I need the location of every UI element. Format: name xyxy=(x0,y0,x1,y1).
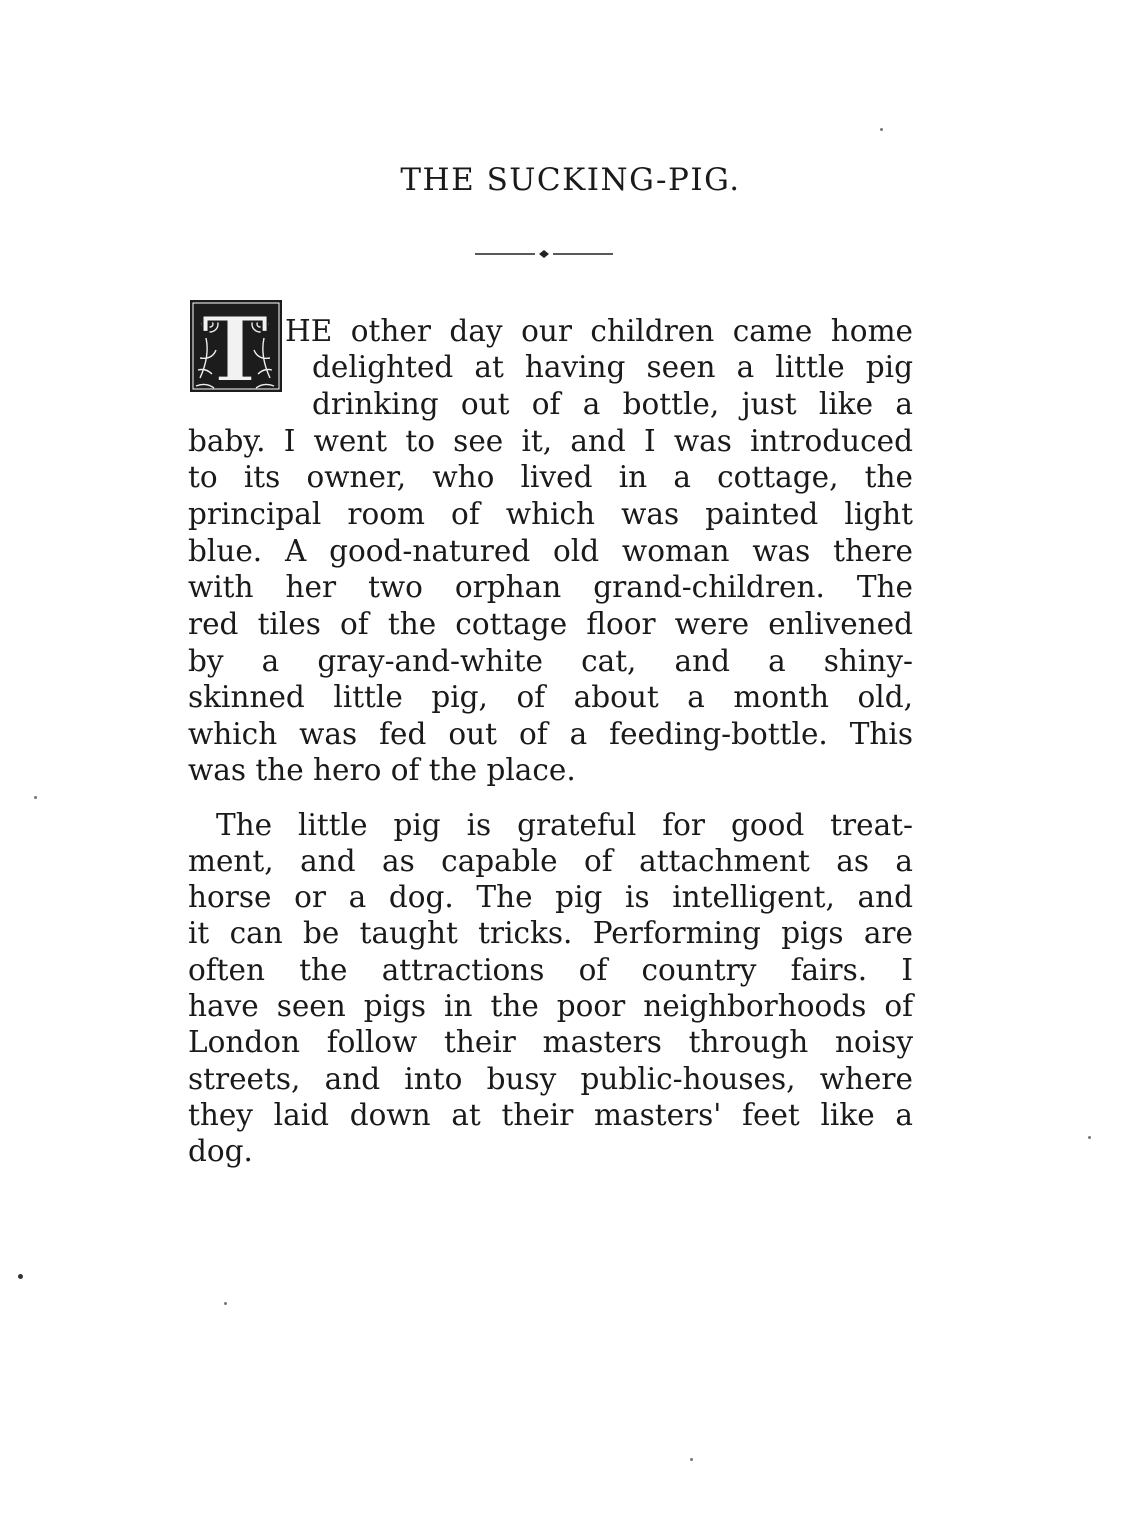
text-line: skinned little pig, of about a month old, xyxy=(188,680,913,714)
scan-speck xyxy=(34,796,37,799)
text-line: it can be taught tricks. Performing pigs are xyxy=(188,916,913,950)
text-line: HE other day our children came home xyxy=(285,314,913,348)
text-line: they laid down at their masters' feet like a xyxy=(188,1098,913,1132)
text-line: delighted at having seen a little pig xyxy=(312,350,913,384)
scan-speck xyxy=(18,1274,23,1279)
text-line: blue. A good-natured old woman was there xyxy=(188,534,913,568)
text-line: which was fed out of a feeding-bottle. This xyxy=(188,717,913,751)
text-line: streets, and into busy public-houses, where xyxy=(188,1062,913,1096)
text-line: with her two orphan grand-children. The xyxy=(188,570,913,604)
text-line: have seen pigs in the poor neighborhoods of xyxy=(188,989,913,1023)
text-line: ment, and as capable of attachment as a xyxy=(188,844,913,878)
text-line: red tiles of the cottage floor were enlivened xyxy=(188,607,913,641)
text-line: principal room of which was painted light xyxy=(188,497,913,531)
scan-speck xyxy=(1088,1136,1091,1139)
text-line: dog. xyxy=(188,1134,253,1168)
chapter-title: THE SUCKING-PIG. xyxy=(400,162,741,198)
decorative-initial-t xyxy=(186,298,284,394)
scan-speck xyxy=(690,1458,693,1461)
text-line: London follow their masters through noisy xyxy=(188,1025,913,1059)
text-line: by a gray-and-white cat, and a shiny- xyxy=(188,644,913,678)
scan-speck xyxy=(880,128,883,131)
text-line: The little pig is grateful for good treat- xyxy=(216,808,913,842)
text-line: baby. I went to see it, and I was introduced xyxy=(188,424,913,458)
scan-speck xyxy=(224,1302,227,1305)
ornament-divider xyxy=(473,248,615,260)
dropcap-letter: T xyxy=(201,298,269,394)
text-line: to its owner, who lived in a cottage, the xyxy=(188,460,913,494)
text-line: drinking out of a bottle, just like a xyxy=(312,387,913,421)
text-line: was the hero of the place. xyxy=(188,753,576,787)
text-line: horse or a dog. The pig is intelligent, and xyxy=(188,880,913,914)
text-line: often the attractions of country fairs. I xyxy=(188,953,913,987)
